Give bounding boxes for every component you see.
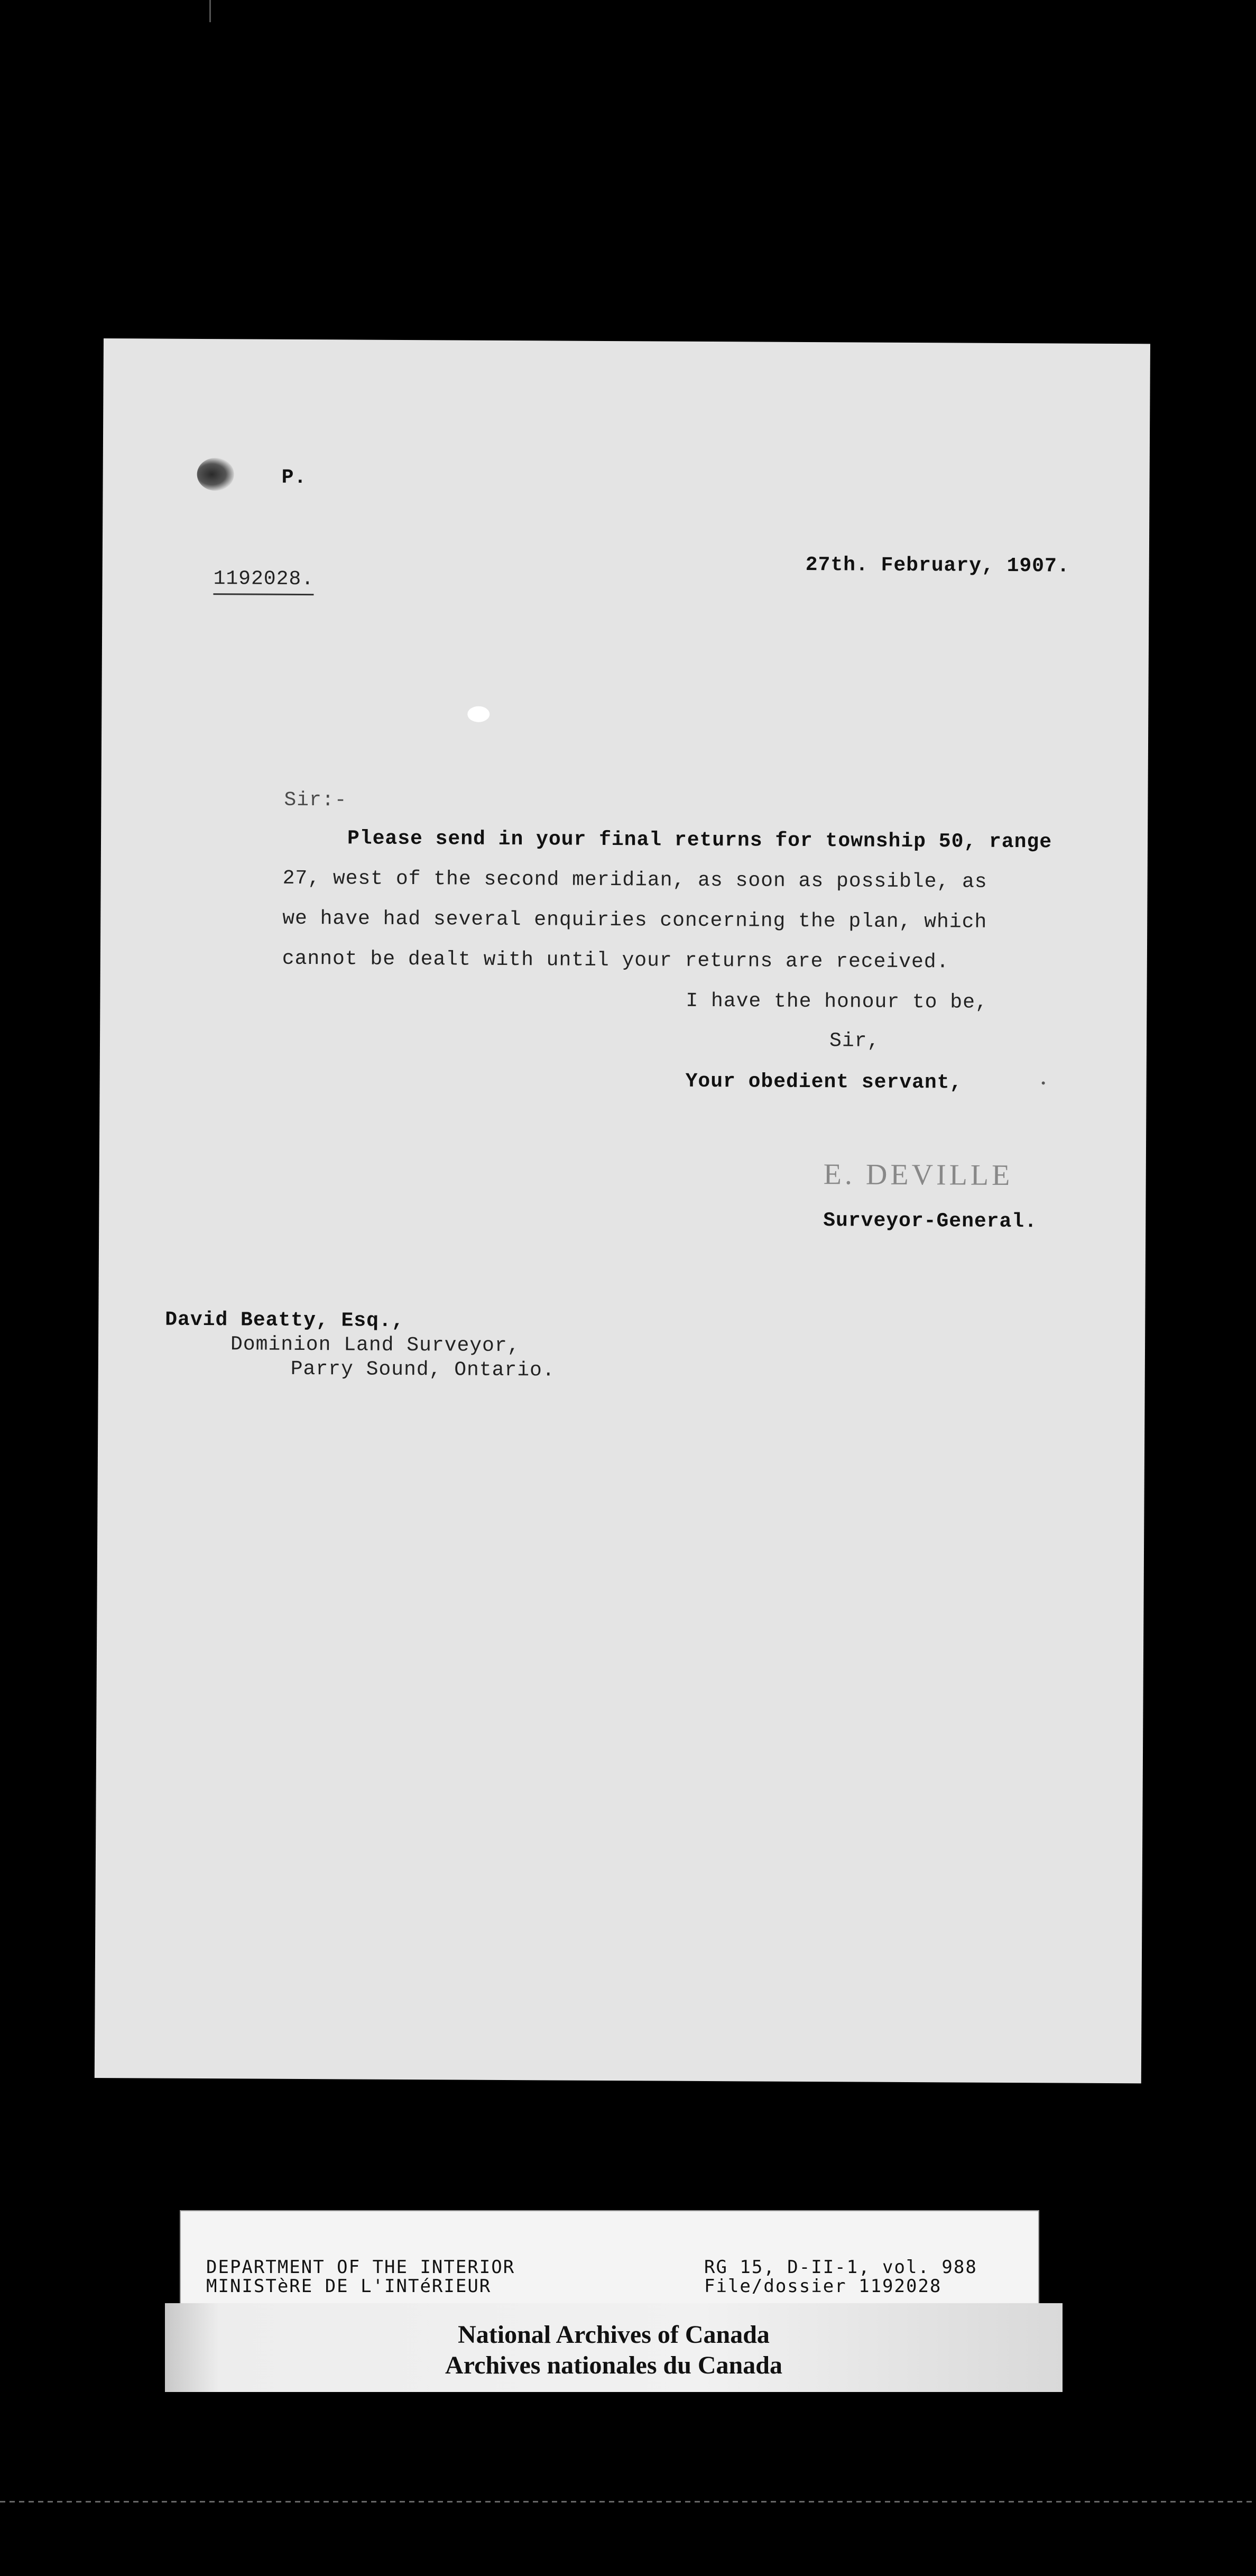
closing-line-2: Sir, bbox=[829, 1029, 880, 1053]
reference-number: RG 15, D-II-1, vol. 988 bbox=[704, 2257, 977, 2278]
ink-smudge bbox=[197, 458, 234, 491]
closing-line-1: I have the honour to be, bbox=[686, 989, 988, 1014]
addressee-line-3: Parry Sound, Ontario. bbox=[290, 1357, 555, 1382]
body-line-2: 27, west of the second meridian, as soon as possible, as bbox=[282, 867, 987, 894]
salutation: Sir:- bbox=[284, 788, 347, 812]
archives-en: National Archives of Canada bbox=[458, 2321, 770, 2349]
stray-dot bbox=[1042, 1081, 1045, 1084]
letter-page bbox=[95, 338, 1150, 2083]
signatory-title: Surveyor-General. bbox=[823, 1209, 1038, 1234]
addressee-line-1: David Beatty, Esq., bbox=[165, 1308, 404, 1333]
file-number: 1192028. bbox=[213, 567, 314, 595]
closing-line-3: Your obedient servant, bbox=[685, 1070, 963, 1094]
scan-bottom-rule bbox=[0, 2501, 1256, 2503]
archives-fr: Archives nationales du Canada bbox=[445, 2351, 782, 2379]
body-line-3: we have had several enquiries concerning the plan, which bbox=[282, 907, 987, 934]
signature-stamp: E. DEVILLE bbox=[823, 1158, 1013, 1192]
letter-date: 27th. February, 1907. bbox=[805, 553, 1070, 578]
addressee-line-2: Dominion Land Surveyor, bbox=[230, 1333, 520, 1358]
initial-mark: P. bbox=[281, 466, 307, 490]
department-en: DEPARTMENT OF THE INTERIOR bbox=[206, 2257, 515, 2278]
department-fr: MINISTèRE DE L'INTéRIEUR bbox=[206, 2276, 492, 2297]
archives-name-label bbox=[165, 2303, 1063, 2392]
body-line-1: Please send in your final returns for township 50, range bbox=[347, 827, 1052, 854]
scan-edge-mark bbox=[209, 0, 211, 22]
body-line-4: cannot be dealt with until your returns are received. bbox=[282, 947, 949, 974]
file-dossier: File/dossier 1192028 bbox=[704, 2276, 942, 2297]
paper-blemish bbox=[467, 706, 490, 722]
archive-reference-label bbox=[180, 2210, 1039, 2304]
